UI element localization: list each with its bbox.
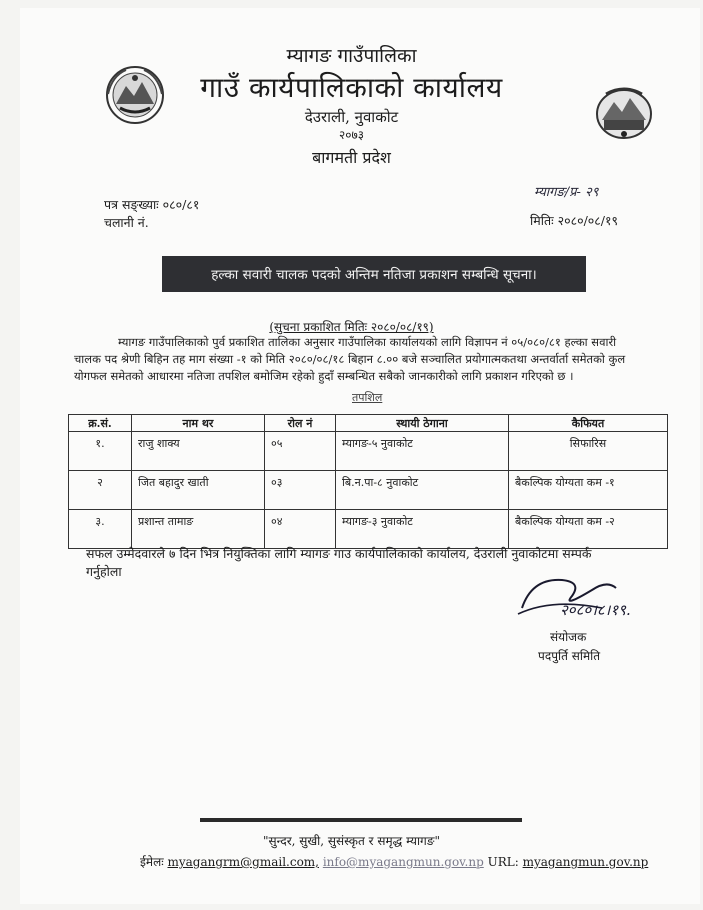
col-header-address: स्थायी ठेगाना bbox=[336, 415, 509, 432]
closing-line-1: सफल उम्मेदवारले ७ दिन भित्र नियुक्तिका लागि म्यागङ गाउ कार्यपालिकाको कार्यालय, देउराली नुवाकोटमा सम्पर्क bbox=[86, 546, 592, 561]
cell-address: बि.न.पा-८ नुवाकोट bbox=[336, 471, 509, 510]
notice-title-banner bbox=[162, 256, 586, 292]
email-link-1[interactable]: myagangrm@gmail.com, bbox=[167, 855, 319, 869]
cell-address: म्यागङ-३ नुवाकोट bbox=[336, 510, 509, 549]
established-year: २०७३ bbox=[339, 128, 364, 142]
signature-date: २०८०।८।१९. bbox=[560, 601, 631, 619]
handwritten-reference: म्यागङ/प्र- २९ bbox=[534, 185, 599, 200]
cell-sn: १. bbox=[69, 432, 132, 471]
results-table bbox=[68, 414, 668, 549]
cell-name: प्रशान्त तामाङ bbox=[132, 510, 265, 549]
footer-contacts bbox=[140, 853, 648, 870]
body-line-2: चालक पद श्रेणी बिहिन तह माग संख्या -१ को मिति २०८०/०८/१८ बिहान ८.०० बजे सञ्चालित प्रयोगात्मकतथा अन्तर्वार्ता समेतको कुल bbox=[74, 352, 626, 366]
cell-roll: ०४ bbox=[265, 510, 336, 549]
office-address: देउराली, नुवाकोट bbox=[304, 108, 399, 126]
cell-name: राजु शाक्य bbox=[132, 432, 265, 471]
col-header-name: नाम थर bbox=[132, 415, 265, 432]
url-label: URL: bbox=[487, 855, 519, 869]
website-link[interactable]: myagangmun.gov.np bbox=[522, 855, 649, 869]
body-line-1: म्यागङ गाउँपालिकाको पुर्व प्रकाशित तालिका अनुसार गाउँपालिका कार्यालयको लागि विज्ञापन नं ०५/०८०/८१ हल्का सवारी bbox=[118, 335, 617, 349]
col-header-roll: रोल नं bbox=[265, 415, 336, 432]
document-date: मितिः २०८०/०८/१९ bbox=[530, 213, 618, 228]
email-label: ईमेलः bbox=[140, 855, 164, 869]
closing-line-2: गर्नुहोला bbox=[86, 564, 122, 579]
cell-remark: सिफारिस bbox=[509, 432, 668, 471]
municipality-name: म्यागङ गाउँपालिका bbox=[286, 45, 417, 67]
table-header-row bbox=[69, 415, 668, 432]
email-link-2[interactable]: info@myagangmun.gov.np bbox=[322, 855, 484, 869]
col-header-remark: कैफियत bbox=[509, 415, 668, 432]
body-line-3: योगफल समेतको आधारमा नतिजा तपशिल बमोजिम रहेको हुदाँ सम्बन्धित सबैको जानकारीको लागि प्रकाशन गरिएको छ । bbox=[74, 369, 574, 383]
table-row bbox=[69, 471, 668, 510]
signatory-role: संयोजक bbox=[550, 630, 587, 644]
cell-sn: ३. bbox=[69, 510, 132, 549]
office-title: गाउँ कार्यपालिकाको कार्यालय bbox=[200, 71, 503, 104]
col-header-sn: क्र.सं. bbox=[69, 415, 132, 432]
signatory-committee: पदपुर्ति समिति bbox=[538, 649, 601, 663]
cell-remark: बैकल्पिक योग्यता कम -१ bbox=[509, 471, 668, 510]
letter-number: पत्र सङ्ख्याः ०८०/८१ bbox=[104, 197, 200, 212]
cell-roll: ०३ bbox=[265, 471, 336, 510]
cell-remark: बैकल्पिक योग्यता कम -२ bbox=[509, 510, 668, 549]
province-name: बागमती प्रदेश bbox=[312, 148, 391, 167]
published-date: (सुचना प्रकाशित मितिः २०८०/०८/१९) bbox=[269, 320, 434, 334]
cell-sn: २ bbox=[69, 471, 132, 510]
table-row bbox=[69, 432, 668, 471]
cell-address: म्यागङ-५ नुवाकोट bbox=[336, 432, 509, 471]
details-label: तपशिल bbox=[352, 391, 383, 404]
footer-divider bbox=[200, 818, 522, 822]
dispatch-number: चलानी नं. bbox=[104, 215, 149, 230]
cell-name: जित बहादुर खाती bbox=[132, 471, 265, 510]
cell-roll: ०५ bbox=[265, 432, 336, 471]
footer-slogan: "सुन्दर, सुखी, सुसंस्कृत र समृद्ध म्यागङ" bbox=[263, 834, 440, 848]
table-row bbox=[69, 510, 668, 549]
notice-title: हल्का सवारी चालक पदको अन्तिम नतिजा प्रकाशन सम्बन्धि सूचना। bbox=[211, 267, 537, 283]
